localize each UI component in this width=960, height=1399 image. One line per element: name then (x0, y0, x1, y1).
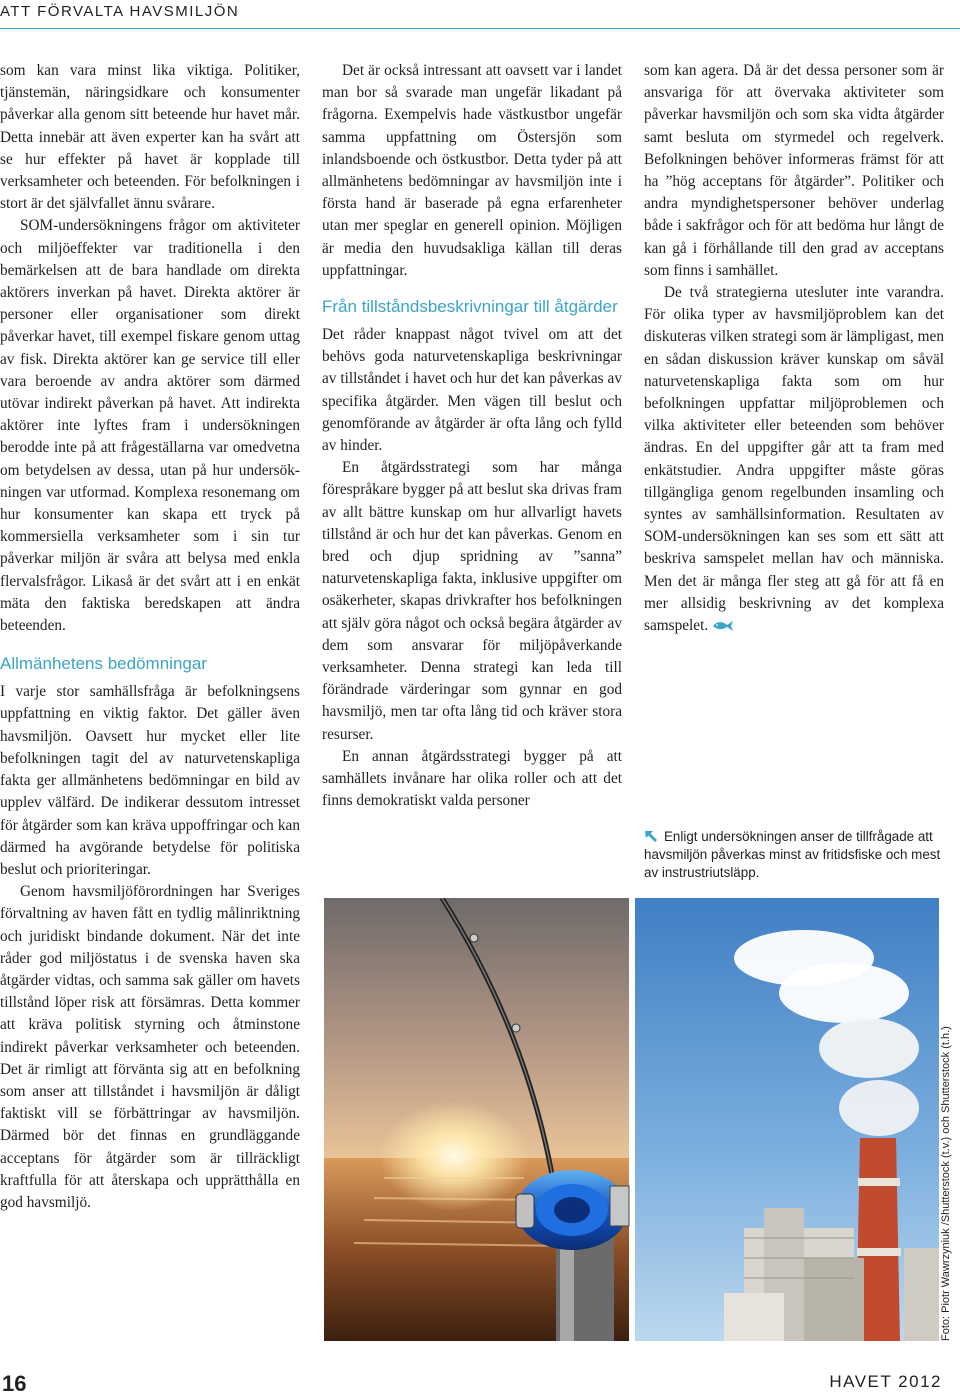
text-column-2 (322, 60, 622, 813)
paragraph: De två strategierna utesluter inte varandra. För olika typer av havsmiljöproblem kan det diskuteras vilken strategi som är lämpligast, men en sådan diskussion kräver kunskap om såväl naturvetenskapliga fakta som om hur befolkningen uppfattar miljöproblemen och vilka aktiviteter eller beteenden som behöver ändras. En del uppgifter går att ta fram med enkätstudier. Andra uppgifter måste göras tillgängliga genom regelbunden insamling och syntes av samhällsinformation. Resultaten av SOM-undersökningen kan ses som ett sätt att beskriva samspelet mellan hav och människa. Men det är många fler steg att gå för att få en mer allsidig beskrivning av det komplexa samspelet. (644, 284, 944, 635)
running-header (0, 0, 960, 24)
photo-credit: Foto: Piotr Wawrzyniuk /Shutterstock (t.v.) och Shutterstock (t.h.) (940, 1026, 952, 1341)
header-rule (0, 28, 960, 29)
paragraph: Genom havsmiljöförordningen har Sveriges förvaltning av haven fått en tydlig målinriktning och juridiskt bindande dokument. När det inte råder god miljöstatus i de svenska haven ska åtgärder vidtas, och samma sak gäller om havets tillstånd löper risk att försämras. Detta kommer att kräva politisk styrning och åtminstone indirekt påverkar verksamheter och beteenden. Det är rimligt att förvänta sig att en befolkning som anser att tillståndet i havsmiljön är dåligt faktiskt vill se förbättringar av havsmiljön. Därmed bör det finnas en grundläggande acceptans för åtgärder som är tillräckligt kraftfulla för att återskapa och upprätthålla en god havsmiljö. (0, 883, 300, 1211)
paragraph: som kan vara minst lika viktiga. Politiker, tjänstemän, näringsidkare och konsumenter påverkar alla genom sitt beteende hur havet mår. Detta innebär att även experter kan ha svårt att se hur effekter på havet är kopplade till verksamheter och beteenden. För befolkningen i stort är det självfallet ännu svårare. (0, 62, 300, 213)
arrow-up-left-icon (644, 830, 658, 842)
text-column-1 (0, 60, 300, 1214)
photo-caption (644, 828, 949, 882)
section-title: ATT FÖRVALTA HAVSMILJÖN (0, 3, 240, 20)
paragraph: som kan agera. Då är det dessa personer som är ansvariga för att övervaka aktiviteter som påverkar havsmiljön och som ska vidta åtgärder samt besluta om styrmedel och regelverk. Befolkningen behöver informeras främst för att ha ”hög acceptans för åtgärder”. Politiker och andra myndighetspersoner behöver underlag både i sakfrågor och för att bedöma hur långt de kan gå i förhållande till den grad av acceptans som finns i samhället. (644, 62, 944, 279)
photo-illustration (324, 898, 939, 1341)
subheading: Från tillståndsbeskrivningar till åtgärder (322, 297, 618, 317)
paragraph: I varje stor samhällsfråga är befolkningsens uppfattning en viktig faktor. Det gäller även havsmiljön. Oavsett hur mycket eller lite befolkningen tagit del av naturvetenskapliga fakta ger allmänhetens bedömningar en bild av upplev välfärd. De indikerar dessutom intresset för åtgärder som kan kräva uppoffringar och kan därmed ha avgörande betydelse för politiska beslut och prioriteringar. (0, 683, 300, 878)
paragraph: Det råder knappast något tvivel om att det behövs goda naturvetenskapliga beskrivningar av tillståndet i havet och hur det kan påverkas av specifika åtgärder. Men vägen till beslut och genomförande av åtgärder är ofta lång och fylld av hinder. (322, 326, 622, 455)
text-column-3 (644, 60, 944, 637)
caption-text: Enligt undersökningen anser de tillfrågade att havsmiljön påverkas minst av fritidsfiske och mest av instrustriutsläpp. (644, 829, 941, 880)
paragraph: SOM-undersökningens frågor om aktiviteter och miljöeffekter var traditionella i den bemärkelsen att de bara handlade om direkta aktörers inverkan på havet. Direkta aktörer är personer eller organisationer som direkt påverkar havet, till exempel fiskare genom uttag av fisk. Direkta aktörer kan ge service till eller vara beroende av andra aktörer som därmed utövar indirekt påverkan på havet. Att indirekta aktörer inte lyftes fram i undersökningen berodde inte på att frågeställarna var omedvetna om betydelsen av dessa, utan på hur undersökningen var utformad. Komplexa resonemang om hur konsumenter kan skapa ett tryck på kommersiella verksamheter som i sin tur påverkar miljön är svåra att belysa med enkla flervalsfrågor. Likaså är det svårt att i en enkät mäta den faktiska beredskapen att ändra beteenden. (0, 217, 300, 635)
paragraph: En annan åtgärdsstrategi bygger på att samhällets invånare har olika roller och att det finns demokratiskt valda personer (322, 747, 622, 810)
page-number: 16 (2, 1371, 27, 1396)
paragraph: Det är också intressant att oavsett var i landet man bor så svarade man ungefär likadant på frågorna. Exempelvis hade västkustbor ungefär samma uppfattning om Östersjön som inlandsboende och östkustbor. Detta tyder på att allmänhetens bedömningar av havsmiljön inte i första hand är baserade på egna erfarenheter utan mer speglar en generell opinion. Möjligen är media den huvudsakliga källan till deras uppfattningar. (322, 62, 622, 279)
subheading: Allmänhetens bedömningar (0, 654, 207, 674)
fish-end-icon (712, 618, 734, 632)
paragraph: En åtgärdsstrategi som har många förespråkare bygger på att beslut ska drivas fram av allt bättre kunskap om hur allvarligt havets tillstånd är och hur det kan påverkas. Genom en bred och djup spridning av ”sanna” naturvetenskapliga fakta, inklusive uppgifter om osäkerheter, skapas drivkrafter hos befolkningen att själv göra något och också begära åtgärder av dem som ansvarar för miljöpåverkande verksamheter. Denna strategi kan leda till förändrade värderingar som gynnar en god havsmiljö, men tar ofta lång tid och kräver stora resurser. (322, 459, 622, 743)
magazine-title: HAVET 2012 (829, 1372, 942, 1391)
photo-pair (324, 898, 939, 1341)
